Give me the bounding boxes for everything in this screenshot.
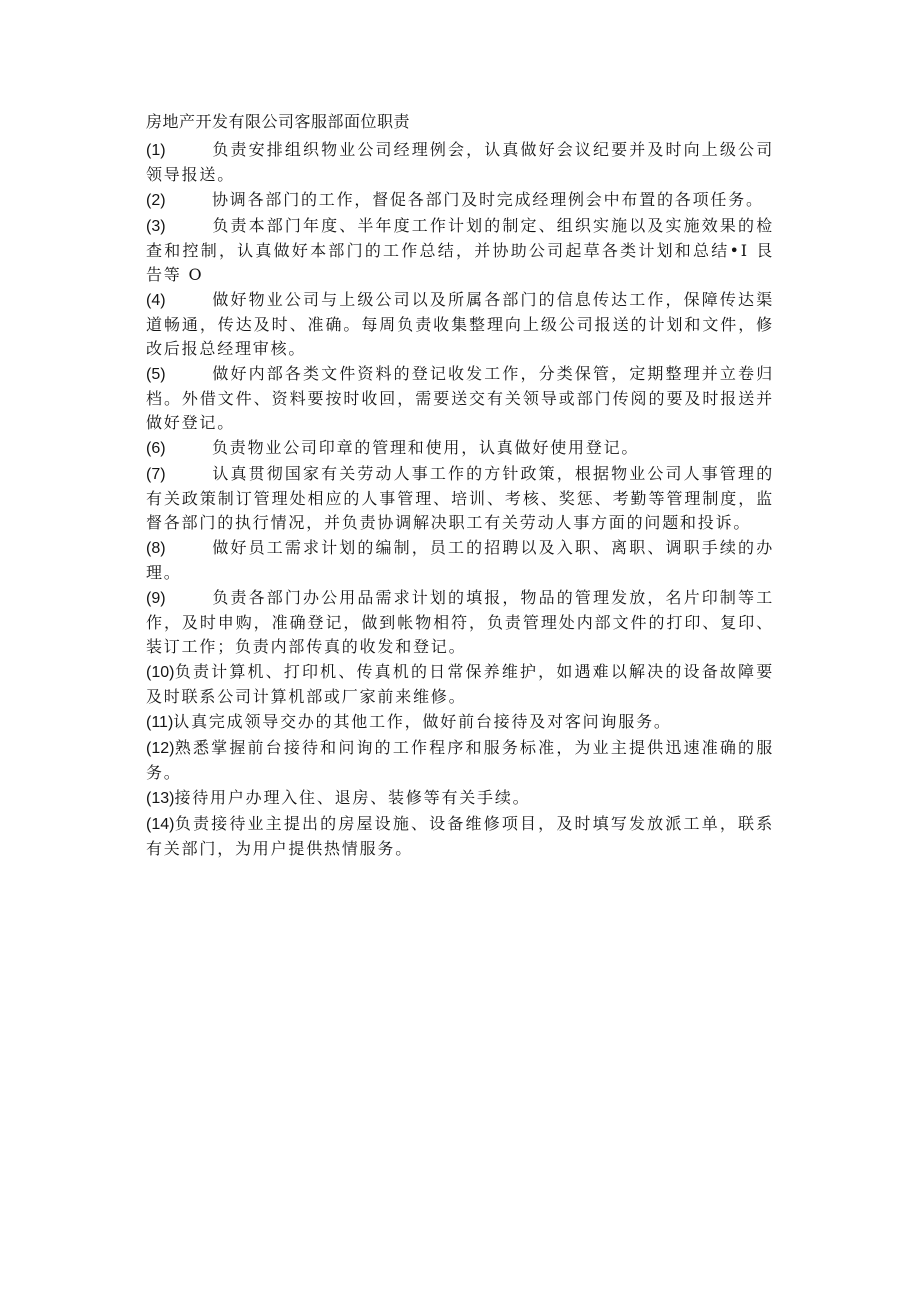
duty-item-2 — [146, 188, 774, 213]
duty-item-11 — [146, 710, 774, 735]
duty-item-14 — [146, 812, 774, 861]
duty-item-8 — [146, 536, 774, 585]
item-text: 做好内部各类文件资料的登记收发工作，分类保管，定期整理并立卷归档。外借文件、资料要按时收回，需要送交有关领导或部门传阅的要及时报送并做好登记。 — [146, 364, 774, 432]
duty-item-13 — [146, 786, 774, 811]
item-number: (3) — [146, 218, 166, 235]
item-text: 负责物业公司印章的管理和使用，认真做好使用登记。 — [212, 438, 640, 457]
duty-item-6 — [146, 436, 774, 461]
item-number: (10) — [146, 664, 175, 681]
duty-item-1 — [146, 138, 774, 187]
item-text: 接待用户办理入住、退房、装修等有关手续。 — [174, 788, 531, 807]
duty-item-4 — [146, 288, 774, 361]
item-number: (4) — [146, 292, 166, 309]
item-number: (8) — [146, 540, 166, 557]
item-number: (5) — [146, 366, 166, 383]
item-text: 认真贯彻国家有关劳动人事工作的方针政策，根据物业公司人事管理的有关政策制订管理处相应的人事管理、培训、考核、奖惩、考勤等管理制度，监督各部门的执行情况，并负责协调解决职工有关劳动人事方面的问题和投诉。 — [146, 464, 774, 532]
item-text: 负责接待业主提出的房屋设施、设备维修项目，及时填写发放派工单，联系有关部门，为用户提供热情服务。 — [146, 814, 774, 858]
item-text: 负责各部门办公用品需求计划的填报，物品的管理发放，名片印制等工作，及时申购，准确登记，做到帐物相符，负责管理处内部文件的打印、复印、装订工作；负责内部传真的收发和登记。 — [146, 588, 774, 656]
document-page — [146, 110, 774, 862]
duty-item-10 — [146, 660, 774, 709]
item-number: (1) — [146, 142, 166, 159]
item-number: (9) — [146, 590, 166, 607]
item-text: 熟悉掌握前台接待和问询的工作程序和服务标准，为业主提供迅速准确的服务。 — [146, 738, 774, 782]
item-number: (14) — [146, 816, 175, 833]
item-text: 负责计算机、打印机、传真机的日常保养维护，如遇难以解决的设备故障要及时联系公司计算机部或厂家前来维修。 — [146, 662, 774, 706]
item-text: 协调各部门的工作，督促各部门及时完成经理例会中布置的各项任务。 — [212, 190, 764, 209]
duty-item-9 — [146, 586, 774, 659]
item-number: (13) — [146, 790, 175, 807]
duty-item-5 — [146, 362, 774, 435]
item-text: 做好物业公司与上级公司以及所属各部门的信息传达工作，保障传达渠道畅通，传达及时、准确。每周负责收集整理向上级公司报送的计划和文件，修改后报总经理审核。 — [146, 290, 774, 358]
duty-item-3 — [146, 214, 774, 287]
item-number: (7) — [146, 466, 166, 483]
item-text: 负责安排组织物业公司经理例会，认真做好会议纪要并及时向上级公司领导报送。 — [146, 140, 774, 184]
item-number: (2) — [146, 192, 166, 209]
duty-item-12 — [146, 736, 774, 785]
item-number: (11) — [146, 714, 174, 731]
item-text: 做好员工需求计划的编制，员工的招聘以及入职、离职、调职手续的办理。 — [146, 538, 774, 582]
item-text: 认真完成领导交办的其他工作，做好前台接待及对客问询服务。 — [173, 712, 672, 731]
duty-item-7 — [146, 462, 774, 535]
document-title: 房地产开发有限公司客服部面位职责 — [146, 112, 411, 131]
item-text: 负责本部门年度、半年度工作计划的制定、组织实施以及实施效果的检查和控制，认真做好本部门的工作总结，并协助公司起草各类计划和总结•I 艮告等 O — [146, 216, 774, 284]
item-number: (6) — [146, 440, 166, 457]
item-number: (12) — [146, 740, 175, 757]
